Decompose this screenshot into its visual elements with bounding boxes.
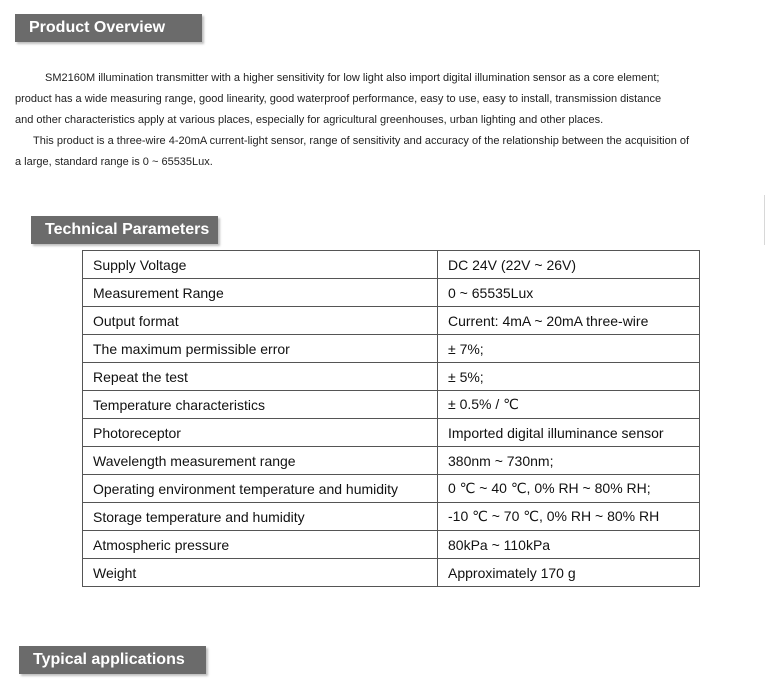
product-overview-heading: Product Overview [15, 14, 202, 42]
table-row [83, 531, 700, 559]
param-value: -10 ℃ ~ 70 ℃, 0% RH ~ 80% RH [438, 503, 700, 531]
param-value: Current: 4mA ~ 20mA three-wire [438, 307, 700, 335]
param-label: Measurement Range [83, 279, 438, 307]
table-row [83, 363, 700, 391]
overview-p2-line-1: This product is a three-wire 4-20mA current-light sensor, range of sensitivity and accuracy of the relationship between the acquisition of [33, 135, 690, 147]
param-value: 380nm ~ 730nm; [438, 447, 700, 475]
table-row [83, 279, 700, 307]
param-label: Operating environment temperature and humidity [83, 475, 438, 503]
param-value: Imported digital illuminance sensor [438, 419, 700, 447]
param-label: Temperature characteristics [83, 391, 438, 419]
table-row [83, 419, 700, 447]
table-row [83, 475, 700, 503]
table-row [83, 503, 700, 531]
param-value: ± 0.5% / ℃ [438, 391, 700, 419]
param-value: 0 ℃ ~ 40 ℃, 0% RH ~ 80% RH; [438, 475, 700, 503]
param-label: Supply Voltage [83, 251, 438, 279]
param-label: Wavelength measurement range [83, 447, 438, 475]
table-row [83, 307, 700, 335]
overview-p1-line-1: SM2160M illumination transmitter with a higher sensitivity for low light also import digital illumination sensor as a core element; [45, 72, 660, 84]
param-label: Atmospheric pressure [83, 531, 438, 559]
table-row [83, 559, 700, 587]
overview-p1-line-3: and other characteristics apply at various places, especially for agricultural greenhouses, urban lighting and other places. [15, 114, 604, 126]
technical-parameters-table [82, 250, 700, 587]
param-value: Approximately 170 g [438, 559, 700, 587]
param-label: Photoreceptor [83, 419, 438, 447]
overview-paragraph-1 [15, 68, 765, 131]
overview-p1-line-2: product has a wide measuring range, good linearity, good waterproof performance, easy to use, easy to install, transmission distance [15, 93, 662, 105]
table-row [83, 391, 700, 419]
param-label: The maximum permissible error [83, 335, 438, 363]
param-label: Repeat the test [83, 363, 438, 391]
param-label: Storage temperature and humidity [83, 503, 438, 531]
edge-divider [764, 195, 765, 245]
table-row [83, 447, 700, 475]
technical-parameters-heading: Technical Parameters [31, 216, 218, 244]
param-value: DC 24V (22V ~ 26V) [438, 251, 700, 279]
param-label: Weight [83, 559, 438, 587]
typical-applications-heading: Typical applications [19, 646, 206, 674]
overview-p2-line-2: a large, standard range is 0 ~ 65535Lux. [15, 156, 213, 168]
param-value: 80kPa ~ 110kPa [438, 531, 700, 559]
overview-paragraph-2 [15, 131, 765, 173]
param-value: ± 7%; [438, 335, 700, 363]
param-value: ± 5%; [438, 363, 700, 391]
table-row [83, 335, 700, 363]
table-row [83, 251, 700, 279]
param-value: 0 ~ 65535Lux [438, 279, 700, 307]
param-label: Output format [83, 307, 438, 335]
